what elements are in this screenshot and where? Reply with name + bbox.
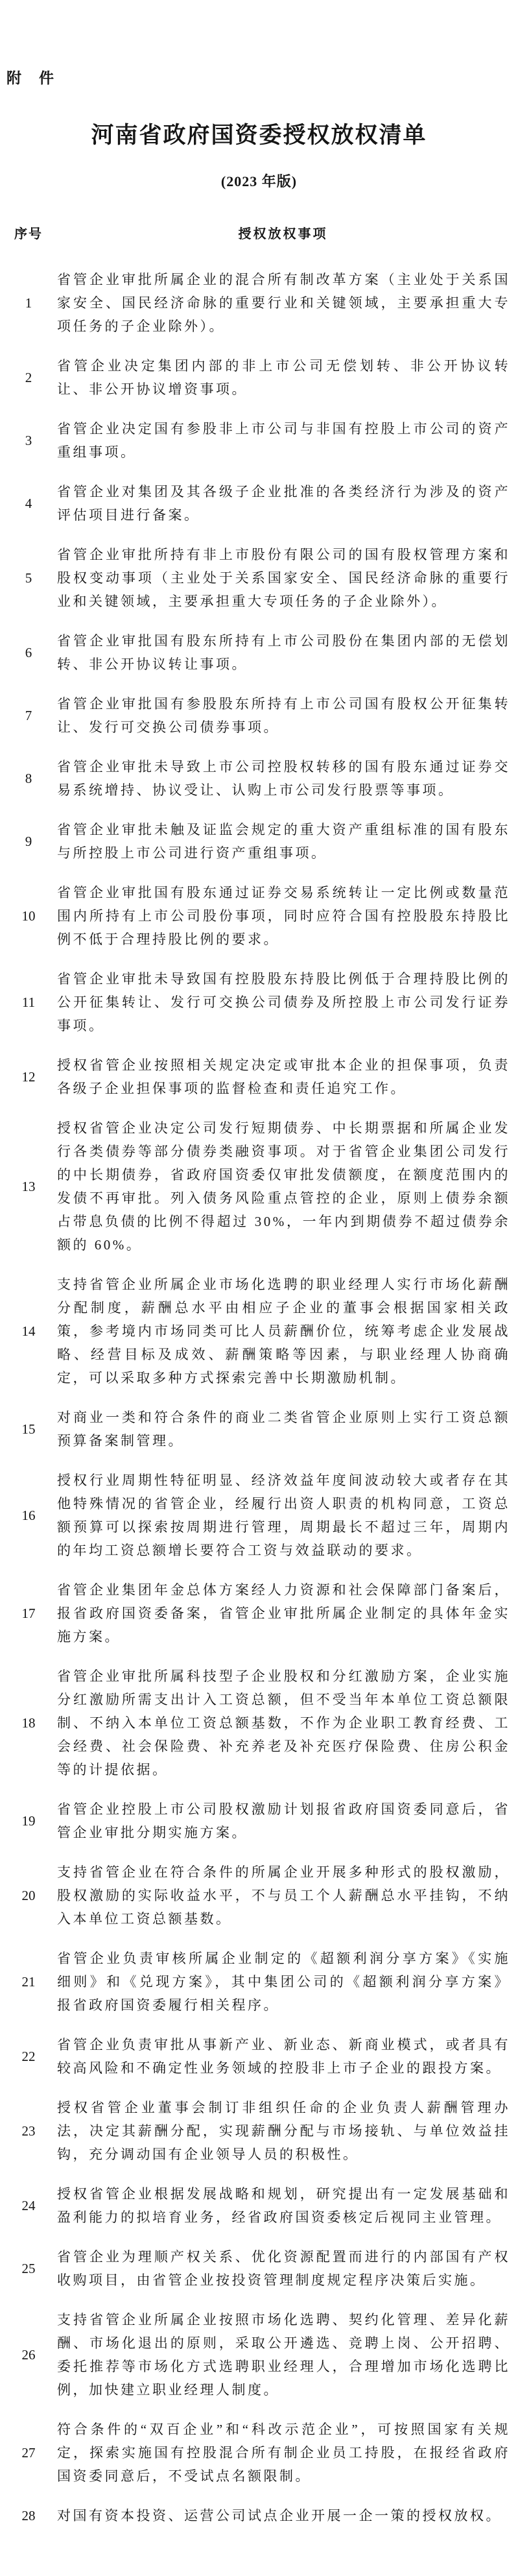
table-row xyxy=(0,417,518,464)
column-header-item: 授权放权事项 xyxy=(238,227,328,241)
attachment-label: 附 件 xyxy=(6,70,55,86)
table-row xyxy=(0,2245,518,2292)
row-number: 16 xyxy=(21,1507,36,1523)
row-number: 13 xyxy=(21,1178,36,1194)
row-text: 对商业一类和符合条件的商业二类省管企业原则上实行工资总额预算备案制管理。 xyxy=(57,1410,510,1449)
row-number: 1 xyxy=(25,295,32,311)
row-text: 省管企业对集团及其各级子企业批准的各类经济行为涉及的资产评估项目进行备案。 xyxy=(57,484,510,523)
row-text: 省管企业决定集团内部的非上市公司无偿划转、非公开协议转让、非公开协议增资事项。 xyxy=(57,358,510,397)
table-row xyxy=(0,1406,518,1452)
row-text: 省管企业审批未触及证监会规定的重大资产重组标准的国有股东与所控股上市公司进行资产重组事项。 xyxy=(57,822,510,861)
row-number: 3 xyxy=(25,432,32,448)
table-row xyxy=(0,881,518,951)
row-number: 25 xyxy=(21,2260,36,2276)
row-text: 省管企业审批所属企业的混合所有制改革方案（主业处于关系国家安全、国民经济命脉的重要行业和关键领域，主要承担重大专项任务的子企业除外）。 xyxy=(57,272,510,334)
table-row xyxy=(0,1273,518,1390)
row-text: 支持省管企业在符合条件的所属企业开展多种形式的股权激励，股权激励的实际收益水平，不与员工个人薪酬总水平挂钩，不纳入本单位工资总额基数。 xyxy=(57,1864,510,1927)
row-text: 省管企业集团年金总体方案经人力资源和社会保障部门备案后，报省政府国资委备案，省管企业审批所属企业制定的具体年金实施方案。 xyxy=(57,1582,510,1644)
table-row xyxy=(0,354,518,401)
row-text: 省管企业审批国有股东通过证券交易系统转让一定比例或数量范围内所持有上市公司股份事项，同时应符合国有控股股东持股比例不低于合理持股比例的要求。 xyxy=(57,885,510,947)
row-number: 6 xyxy=(25,644,32,660)
row-text: 授权省管企业按照相关规定决定或审批本企业的担保事项，负责各级子企业担保事项的监督检查和责任追究工作。 xyxy=(57,1057,510,1096)
table-body xyxy=(0,268,518,2527)
table-row xyxy=(0,1116,518,1257)
row-number: 23 xyxy=(21,2123,36,2139)
table-row xyxy=(0,967,518,1037)
table-row xyxy=(0,2033,518,2080)
row-text: 支持省管企业所属企业按照市场化选聘、契约化管理、差异化薪酬、市场化退出的原则，采取公开遴选、竞聘上岗、公开招聘、委托推荐等市场化方式选聘职业经理人，合理增加市场化选聘比例，加快建立职业经理人制度。 xyxy=(57,2312,510,2398)
row-text: 省管企业为理顺产权关系、优化资源配置而进行的内部国有产权收购项目，由省管企业按投资管理制度规定程序决策后实施。 xyxy=(57,2249,510,2288)
table-row xyxy=(0,1947,518,2017)
table-row xyxy=(0,692,518,739)
row-number: 28 xyxy=(21,2507,36,2523)
row-number: 19 xyxy=(21,1812,36,1829)
table-row xyxy=(0,1469,518,1562)
row-text: 支持省管企业所属企业市场化选聘的职业经理人实行市场化薪酬分配制度，薪酬总水平由相应子企业的董事会根据国家相关政策，参考境内市场同类可比人员薪酬价位，统筹考虑企业发展战略、经营目标及成效、薪酬策略等因素，与职业经理人协商确定，可以采取多种方式探索完善中长期激励机制。 xyxy=(57,1277,510,1386)
table-row xyxy=(0,2182,518,2229)
table-row xyxy=(0,1665,518,1781)
row-text: 授权省管企业根据发展战略和规划，研究提出有一定发展基础和盈利能力的拟培育业务，经省政府国资委核定后视同主业管理。 xyxy=(57,2186,510,2225)
row-number: 26 xyxy=(21,2346,36,2363)
row-number: 9 xyxy=(25,833,32,849)
table-row xyxy=(0,1053,518,1100)
table-row xyxy=(0,1860,518,1931)
table-row xyxy=(0,818,518,865)
table-row xyxy=(0,755,518,802)
row-number: 5 xyxy=(25,570,32,586)
row-text: 授权省管企业董事会制订非组织任命的企业负责人薪酬管理办法，决定其薪酬分配，实现薪酬分配与市场接轨、与单位效益挂钩，充分调动国有企业领导人员的积极性。 xyxy=(57,2100,510,2162)
row-text: 省管企业决定国有参股非上市公司与非国有控股上市公司的资产重组事项。 xyxy=(57,421,510,460)
table-row xyxy=(0,1578,518,1648)
row-text: 符合条件的“双百企业”和“科改示范企业”，可按照国家有关规定，探索实施国有控股混合所有制企业员工持股，在报经省政府国资委同意后，不受试点名额限制。 xyxy=(57,2422,510,2484)
page-title: 河南省政府国资委授权放权清单 xyxy=(91,123,427,148)
row-number: 15 xyxy=(21,1421,36,1437)
row-text: 省管企业审批未导致上市公司控股权转移的国有股东通过证券交易系统增持、协议受让、认购上市公司发行股票等事项。 xyxy=(57,759,510,798)
row-text: 授权行业周期性特征明显、经济效益年度间波动较大或者存在其他特殊情况的省管企业，经履行出资人职责的机构同意，工资总额预算可以探索按周期进行管理，周期最长不超过三年，周期内的年均工资总额增长要符合工资与效益联动的要求。 xyxy=(57,1473,510,1558)
column-header-index: 序号 xyxy=(14,227,43,241)
row-text: 省管企业审批国有股东所持有上市公司股份在集团内部的无偿划转、非公开协议转让事项。 xyxy=(57,633,510,672)
row-number: 2 xyxy=(25,369,32,385)
row-number: 27 xyxy=(21,2444,36,2461)
row-text: 对国有资本投资、运营公司试点企业开展一企一策的授权放权。 xyxy=(57,2508,502,2523)
row-number: 7 xyxy=(25,707,32,723)
row-text: 省管企业负责审核所属企业制定的《超额利润分享方案》《实施细则》和《兑现方案》，其中集团公司的《超额利润分享方案》报省政府国资委履行相关程序。 xyxy=(57,1951,510,2013)
row-number: 8 xyxy=(25,770,32,786)
table-row xyxy=(0,2308,518,2401)
row-number: 12 xyxy=(21,1068,36,1085)
table-row xyxy=(0,2504,518,2527)
row-number: 20 xyxy=(21,1887,36,1903)
row-text: 省管企业审批所属科技型子企业股权和分红激励方案，企业实施分红激励所需支出计入工资总额，但不受当年本单位工资总额限制、不纳入本单位工资总额基数，不作为企业职工教育经费、工会经费、社会保险费、补充养老及补充医疗保险费、住房公积金等的计提依据。 xyxy=(57,1668,510,1777)
row-number: 22 xyxy=(21,2048,36,2064)
table-row xyxy=(0,480,518,527)
row-text: 授权省管企业决定公司发行短期债券、中长期票据和所属企业发行各类债券等部分债券类融资事项。对于省管企业集团公司发行的中长期债券，省政府国资委仅审批发债额度，在额度范围内的发债不再审批。列入债务风险重点管控的企业，原则上债券余额占带息负债的比例不得超过 30%，一年内到期债券不超过债券余额的 60%。 xyxy=(57,1120,510,1253)
table-header xyxy=(0,223,518,242)
table-row xyxy=(0,2418,518,2488)
table-row xyxy=(0,268,518,338)
row-text: 省管企业控股上市公司股权激励计划报省政府国资委同意后，省管企业审批分期实施方案。 xyxy=(57,1801,510,1840)
page-subtitle: (2023 年版) xyxy=(220,173,298,189)
row-text: 省管企业审批未导致国有控股股东持股比例低于合理持股比例的公开征集转让、发行可交换公司债券及所控股上市公司发行证券事项。 xyxy=(57,971,510,1033)
table-row xyxy=(0,2096,518,2166)
row-number: 4 xyxy=(25,495,32,511)
row-number: 17 xyxy=(21,1605,36,1621)
table-row xyxy=(0,629,518,676)
row-text: 省管企业审批国有参股股东所持有上市公司国有股权公开征集转让、发行可交换公司债券事项。 xyxy=(57,696,510,735)
row-number: 11 xyxy=(21,994,36,1010)
row-text: 省管企业审批所持有非上市股份有限公司的国有股权管理方案和股权变动事项（主业处于关系国家安全、国民经济命脉的重要行业和关键领域，主要承担重大专项任务的子企业除外）。 xyxy=(57,547,510,609)
row-number: 10 xyxy=(21,908,36,924)
table-row xyxy=(0,543,518,613)
table-row xyxy=(0,1798,518,1844)
row-number: 21 xyxy=(21,1973,36,1990)
row-number: 14 xyxy=(21,1323,36,1339)
row-number: 18 xyxy=(21,1715,36,1731)
row-text: 省管企业负责审批从事新产业、新业态、新商业模式，或者具有较高风险和不确定性业务领域的控股非上市子企业的跟投方案。 xyxy=(57,2037,510,2076)
row-number: 24 xyxy=(21,2197,36,2213)
